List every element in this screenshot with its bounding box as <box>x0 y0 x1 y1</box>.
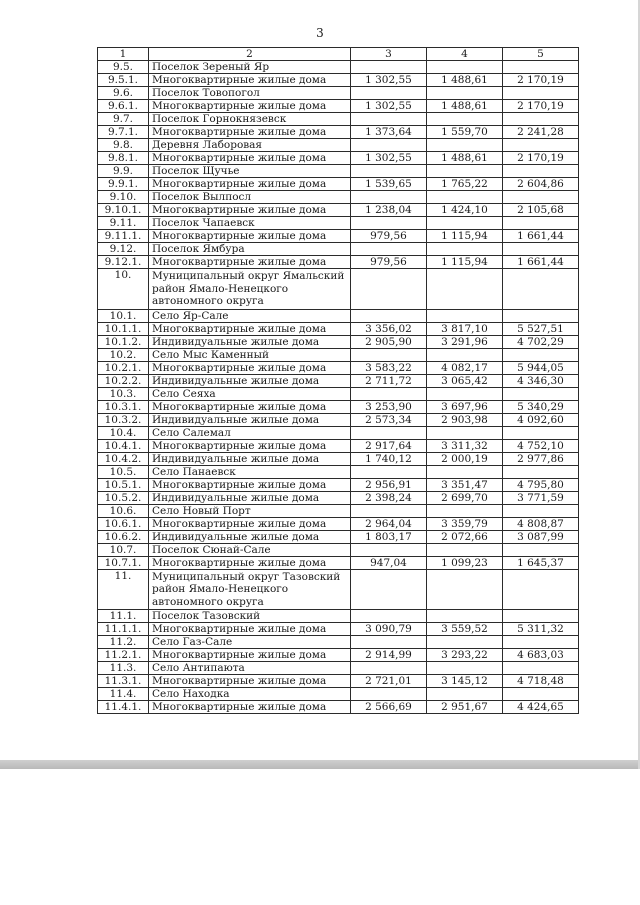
column-header: 5 <box>503 48 579 61</box>
value-col3 <box>351 87 427 100</box>
row-name: Село Находка <box>149 688 351 701</box>
row-name: Село Яр-Сале <box>149 309 351 322</box>
row-number: 9.5. <box>98 61 149 74</box>
value-col4 <box>427 61 503 74</box>
value-col4 <box>427 87 503 100</box>
value-col3 <box>351 504 427 517</box>
table-row <box>98 113 579 126</box>
table-row <box>98 662 579 675</box>
row-number: 10.2.1. <box>98 361 149 374</box>
row-number: 11.4.1. <box>98 701 149 714</box>
row-name: Муниципальный округ Ямальский район Ямало-Ненецкого автономного округа <box>149 269 351 310</box>
value-col5 <box>503 191 579 204</box>
value-col5: 4 683,03 <box>503 649 579 662</box>
table-row <box>98 204 579 217</box>
row-number: 9.9. <box>98 165 149 178</box>
table-row <box>98 439 579 452</box>
table-row <box>98 322 579 335</box>
row-number: 9.5.1. <box>98 74 149 87</box>
value-col3 <box>351 309 427 322</box>
value-col4: 1 424,10 <box>427 204 503 217</box>
row-name: Село Газ-Сале <box>149 636 351 649</box>
row-number: 10.1.2. <box>98 335 149 348</box>
column-header: 2 <box>149 48 351 61</box>
row-name: Многоквартирные жилые дома <box>149 204 351 217</box>
value-col5: 1 645,37 <box>503 556 579 569</box>
value-col4 <box>427 426 503 439</box>
value-col3: 2 914,99 <box>351 649 427 662</box>
row-number: 11.2.1. <box>98 649 149 662</box>
value-col4 <box>427 139 503 152</box>
row-number: 9.10.1. <box>98 204 149 217</box>
table-row <box>98 517 579 530</box>
value-col4: 3 065,42 <box>427 374 503 387</box>
table-row <box>98 61 579 74</box>
table-row <box>98 374 579 387</box>
column-header: 1 <box>98 48 149 61</box>
row-number: 11.2. <box>98 636 149 649</box>
row-name: Индивидуальные жилые дома <box>149 374 351 387</box>
row-number: 10.4.2. <box>98 452 149 465</box>
value-col3: 1 302,55 <box>351 152 427 165</box>
value-col5: 2 170,19 <box>503 100 579 113</box>
row-number: 10.3.2. <box>98 413 149 426</box>
value-col3 <box>351 610 427 623</box>
value-col5: 4 424,65 <box>503 701 579 714</box>
table-row <box>98 269 579 310</box>
value-col5 <box>503 426 579 439</box>
value-col5: 4 346,30 <box>503 374 579 387</box>
value-col3 <box>351 113 427 126</box>
row-number: 11. <box>98 569 149 610</box>
row-name: Деревня Лаборовая <box>149 139 351 152</box>
value-col3: 1 539,65 <box>351 178 427 191</box>
row-name: Многоквартирные жилые дома <box>149 478 351 491</box>
value-col3: 2 956,91 <box>351 478 427 491</box>
value-col3: 1 302,55 <box>351 74 427 87</box>
value-col4: 2 951,67 <box>427 701 503 714</box>
value-col3 <box>351 191 427 204</box>
value-col5 <box>503 61 579 74</box>
table-row <box>98 452 579 465</box>
value-col3: 1 238,04 <box>351 204 427 217</box>
value-col4: 1 115,94 <box>427 256 503 269</box>
table-row <box>98 504 579 517</box>
row-number: 11.3.1. <box>98 675 149 688</box>
value-col4 <box>427 387 503 400</box>
value-col3: 979,56 <box>351 256 427 269</box>
value-col4 <box>427 243 503 256</box>
table-row <box>98 413 579 426</box>
row-name: Многоквартирные жилые дома <box>149 361 351 374</box>
value-col4: 3 559,52 <box>427 623 503 636</box>
value-col4 <box>427 217 503 230</box>
cost-table <box>97 47 579 714</box>
value-col3: 3 583,22 <box>351 361 427 374</box>
value-col4: 1 488,61 <box>427 152 503 165</box>
row-number: 10.5.1. <box>98 478 149 491</box>
row-number: 11.4. <box>98 688 149 701</box>
value-col4: 1 115,94 <box>427 230 503 243</box>
table-row <box>98 217 579 230</box>
value-col5 <box>503 610 579 623</box>
table-row <box>98 556 579 569</box>
row-name: Поселок Чапаевск <box>149 217 351 230</box>
row-number: 10.1. <box>98 309 149 322</box>
table-row <box>98 478 579 491</box>
row-name: Многоквартирные жилые дома <box>149 230 351 243</box>
row-number: 10.3.1. <box>98 400 149 413</box>
value-col5 <box>503 348 579 361</box>
row-name: Многоквартирные жилые дома <box>149 400 351 413</box>
value-col3 <box>351 543 427 556</box>
table-row <box>98 87 579 100</box>
value-col3 <box>351 426 427 439</box>
value-col3: 1 740,12 <box>351 452 427 465</box>
row-name: Поселок Тазовский <box>149 610 351 623</box>
value-col3 <box>351 688 427 701</box>
value-col4: 1 765,22 <box>427 178 503 191</box>
row-name: Многоквартирные жилые дома <box>149 322 351 335</box>
row-name: Муниципальный округ Тазовский район Ямало-Ненецкого автономного округа <box>149 569 351 610</box>
value-col3 <box>351 243 427 256</box>
row-name: Многоквартирные жилые дома <box>149 74 351 87</box>
row-number: 10.3. <box>98 387 149 400</box>
row-name: Поселок Горнокнязевск <box>149 113 351 126</box>
row-number: 10.2. <box>98 348 149 361</box>
value-col3: 979,56 <box>351 230 427 243</box>
value-col5: 5 944,05 <box>503 361 579 374</box>
value-col4 <box>427 348 503 361</box>
row-name: Индивидуальные жилые дома <box>149 413 351 426</box>
value-col5 <box>503 387 579 400</box>
table-row <box>98 243 579 256</box>
row-number: 9.6.1. <box>98 100 149 113</box>
table-row <box>98 491 579 504</box>
table-row <box>98 335 579 348</box>
row-name: Поселок Вылпосл <box>149 191 351 204</box>
table-row <box>98 530 579 543</box>
value-col3 <box>351 662 427 675</box>
value-col4 <box>427 610 503 623</box>
table-header-row <box>98 48 579 61</box>
value-col3 <box>351 348 427 361</box>
table-row <box>98 165 579 178</box>
value-col4: 3 351,47 <box>427 478 503 491</box>
table-row <box>98 230 579 243</box>
row-name: Многоквартирные жилые дома <box>149 178 351 191</box>
value-col5: 2 977,86 <box>503 452 579 465</box>
value-col5: 3 087,99 <box>503 530 579 543</box>
value-col4 <box>427 504 503 517</box>
value-col4 <box>427 309 503 322</box>
row-name: Поселок Ямбура <box>149 243 351 256</box>
value-col3: 1 803,17 <box>351 530 427 543</box>
column-header: 3 <box>351 48 427 61</box>
table-row <box>98 701 579 714</box>
value-col3 <box>351 165 427 178</box>
table-row <box>98 178 579 191</box>
value-col3: 2 905,90 <box>351 335 427 348</box>
row-name: Индивидуальные жилые дома <box>149 491 351 504</box>
row-name: Индивидуальные жилые дома <box>149 530 351 543</box>
value-col4 <box>427 191 503 204</box>
row-number: 9.12. <box>98 243 149 256</box>
value-col4: 2 699,70 <box>427 491 503 504</box>
table-row <box>98 675 579 688</box>
table-row <box>98 126 579 139</box>
row-number: 11.3. <box>98 662 149 675</box>
row-name: Многоквартирные жилые дома <box>149 675 351 688</box>
row-name: Поселок Сюнай-Сале <box>149 543 351 556</box>
value-col4: 3 817,10 <box>427 322 503 335</box>
row-name: Село Новый Порт <box>149 504 351 517</box>
row-name: Многоквартирные жилые дома <box>149 126 351 139</box>
value-col3: 3 090,79 <box>351 623 427 636</box>
value-col4 <box>427 662 503 675</box>
value-col5: 2 604,86 <box>503 178 579 191</box>
row-name: Поселок Товопогол <box>149 87 351 100</box>
value-col3: 2 711,72 <box>351 374 427 387</box>
value-col4: 4 082,17 <box>427 361 503 374</box>
value-col3: 3 356,02 <box>351 322 427 335</box>
table-row <box>98 74 579 87</box>
row-number: 9.7. <box>98 113 149 126</box>
value-col3 <box>351 217 427 230</box>
value-col5: 5 527,51 <box>503 322 579 335</box>
value-col4: 1 488,61 <box>427 100 503 113</box>
value-col5: 5 311,32 <box>503 623 579 636</box>
value-col5 <box>503 504 579 517</box>
value-col4: 2 903,98 <box>427 413 503 426</box>
value-col4: 1 488,61 <box>427 74 503 87</box>
row-number: 11.1.1. <box>98 623 149 636</box>
value-col5: 4 795,80 <box>503 478 579 491</box>
row-name: Поселок Зереный Яр <box>149 61 351 74</box>
value-col4: 3 293,22 <box>427 649 503 662</box>
value-col3: 1 373,64 <box>351 126 427 139</box>
row-name: Многоквартирные жилые дома <box>149 556 351 569</box>
value-col5: 1 661,44 <box>503 230 579 243</box>
value-col3 <box>351 465 427 478</box>
value-col3: 2 964,04 <box>351 517 427 530</box>
value-col5 <box>503 243 579 256</box>
value-col4 <box>427 543 503 556</box>
value-col5: 2 241,28 <box>503 126 579 139</box>
row-number: 9.11. <box>98 217 149 230</box>
value-col4: 1 099,23 <box>427 556 503 569</box>
table-row <box>98 649 579 662</box>
row-number: 11.1. <box>98 610 149 623</box>
value-col5 <box>503 662 579 675</box>
value-col3: 2 566,69 <box>351 701 427 714</box>
row-name: Село Салемал <box>149 426 351 439</box>
value-col5 <box>503 165 579 178</box>
table-row <box>98 569 579 610</box>
value-col3 <box>351 269 427 310</box>
table-row <box>98 688 579 701</box>
table-row <box>98 348 579 361</box>
row-number: 10.6.2. <box>98 530 149 543</box>
row-number: 10.4. <box>98 426 149 439</box>
value-col3: 3 253,90 <box>351 400 427 413</box>
value-col5 <box>503 113 579 126</box>
value-col5: 2 170,19 <box>503 152 579 165</box>
row-name: Многоквартирные жилые дома <box>149 517 351 530</box>
value-col3: 2 917,64 <box>351 439 427 452</box>
value-col5 <box>503 217 579 230</box>
value-col4: 1 559,70 <box>427 126 503 139</box>
row-number: 10.7. <box>98 543 149 556</box>
row-name: Село Сеяха <box>149 387 351 400</box>
row-name: Многоквартирные жилые дома <box>149 623 351 636</box>
value-col3 <box>351 636 427 649</box>
row-name: Индивидуальные жилые дома <box>149 335 351 348</box>
value-col5 <box>503 309 579 322</box>
table-row <box>98 400 579 413</box>
row-number: 10.5.2. <box>98 491 149 504</box>
value-col3 <box>351 569 427 610</box>
value-col4 <box>427 269 503 310</box>
value-col5 <box>503 269 579 310</box>
value-col4 <box>427 165 503 178</box>
value-col5: 5 340,29 <box>503 400 579 413</box>
value-col3: 947,04 <box>351 556 427 569</box>
row-name: Поселок Щучье <box>149 165 351 178</box>
table-row <box>98 152 579 165</box>
table-row <box>98 636 579 649</box>
row-number: 10.6. <box>98 504 149 517</box>
table-row <box>98 191 579 204</box>
value-col4 <box>427 688 503 701</box>
value-col3 <box>351 61 427 74</box>
row-name: Село Мыс Каменный <box>149 348 351 361</box>
table-row <box>98 465 579 478</box>
row-number: 9.12.1. <box>98 256 149 269</box>
table-row <box>98 387 579 400</box>
value-col4: 3 145,12 <box>427 675 503 688</box>
value-col3 <box>351 387 427 400</box>
row-name: Село Антипаюта <box>149 662 351 675</box>
row-name: Многоквартирные жилые дома <box>149 152 351 165</box>
table-row <box>98 543 579 556</box>
table-row <box>98 309 579 322</box>
table-row <box>98 426 579 439</box>
table-row <box>98 100 579 113</box>
column-header: 4 <box>427 48 503 61</box>
value-col4: 3 697,96 <box>427 400 503 413</box>
row-name: Многоквартирные жилые дома <box>149 100 351 113</box>
value-col3: 2 398,24 <box>351 491 427 504</box>
value-col3: 1 302,55 <box>351 100 427 113</box>
row-name: Село Панаевск <box>149 465 351 478</box>
value-col4 <box>427 636 503 649</box>
value-col5 <box>503 688 579 701</box>
value-col3 <box>351 139 427 152</box>
value-col4 <box>427 465 503 478</box>
table-row <box>98 623 579 636</box>
row-number: 10.4.1. <box>98 439 149 452</box>
value-col5 <box>503 465 579 478</box>
value-col5: 4 702,29 <box>503 335 579 348</box>
row-number: 9.7.1. <box>98 126 149 139</box>
value-col3: 2 573,34 <box>351 413 427 426</box>
value-col5 <box>503 636 579 649</box>
value-col4: 3 359,79 <box>427 517 503 530</box>
value-col4: 2 000,19 <box>427 452 503 465</box>
row-name: Многоквартирные жилые дома <box>149 701 351 714</box>
value-col5: 2 170,19 <box>503 74 579 87</box>
value-col4: 2 072,66 <box>427 530 503 543</box>
row-name: Многоквартирные жилые дома <box>149 256 351 269</box>
value-col4: 3 311,32 <box>427 439 503 452</box>
value-col4: 3 291,96 <box>427 335 503 348</box>
row-name: Многоквартирные жилые дома <box>149 439 351 452</box>
table-row <box>98 256 579 269</box>
value-col5 <box>503 87 579 100</box>
row-number: 9.11.1. <box>98 230 149 243</box>
value-col5: 4 752,10 <box>503 439 579 452</box>
value-col5: 4 092,60 <box>503 413 579 426</box>
value-col5 <box>503 139 579 152</box>
value-col3: 2 721,01 <box>351 675 427 688</box>
value-col4 <box>427 569 503 610</box>
table-row <box>98 610 579 623</box>
row-number: 9.6. <box>98 87 149 100</box>
row-number: 10.5. <box>98 465 149 478</box>
row-number: 9.8. <box>98 139 149 152</box>
row-number: 10. <box>98 269 149 310</box>
value-col5: 4 808,87 <box>503 517 579 530</box>
row-number: 9.9.1. <box>98 178 149 191</box>
value-col5: 4 718,48 <box>503 675 579 688</box>
row-name: Многоквартирные жилые дома <box>149 649 351 662</box>
value-col5 <box>503 543 579 556</box>
row-number: 9.10. <box>98 191 149 204</box>
row-number: 10.6.1. <box>98 517 149 530</box>
row-number: 10.7.1. <box>98 556 149 569</box>
table-row <box>98 139 579 152</box>
row-number: 9.8.1. <box>98 152 149 165</box>
table-row <box>98 361 579 374</box>
value-col4 <box>427 113 503 126</box>
row-number: 10.1.1. <box>98 322 149 335</box>
value-col5: 2 105,68 <box>503 204 579 217</box>
row-number: 10.2.2. <box>98 374 149 387</box>
value-col5: 3 771,59 <box>503 491 579 504</box>
table-body <box>98 61 579 714</box>
page-number: 3 <box>316 26 324 40</box>
scan-edge <box>0 760 640 769</box>
value-col5: 1 661,44 <box>503 256 579 269</box>
row-name: Индивидуальные жилые дома <box>149 452 351 465</box>
value-col5 <box>503 569 579 610</box>
